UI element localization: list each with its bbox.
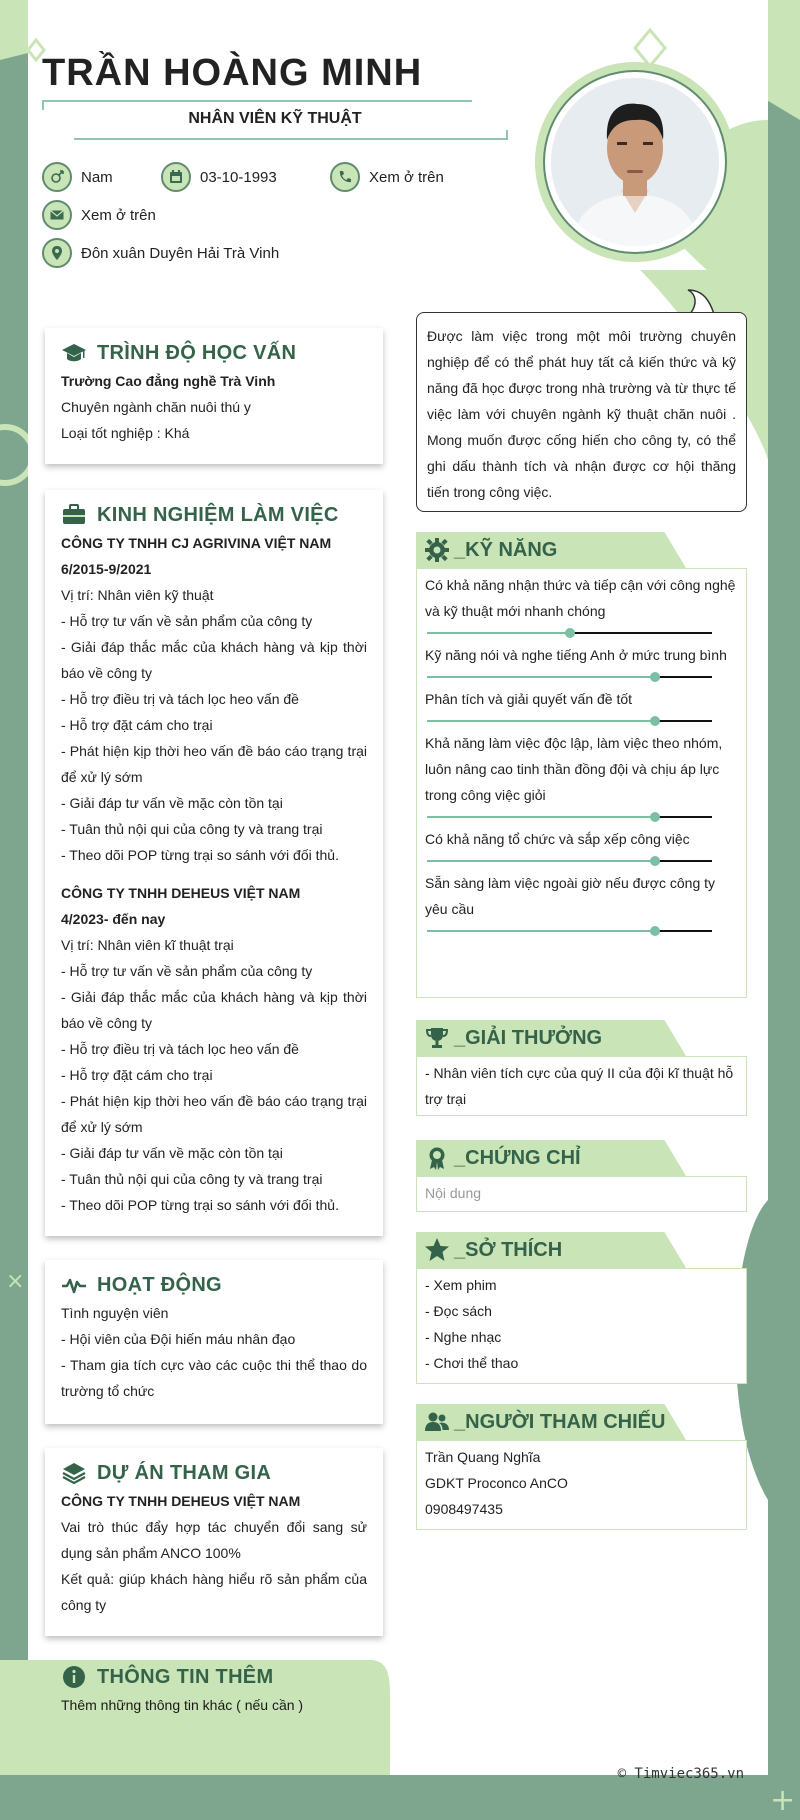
education-title: TRÌNH ĐỘ HỌC VẤN [97, 342, 297, 364]
job-company: CÔNG TY TNHH DEHEUS VIỆT NAM [61, 885, 301, 901]
awards-title: _GIẢI THƯỞNG [454, 1026, 603, 1049]
skill-label: Kỹ năng nói và nghe tiếng Anh ở mức trung bình [425, 647, 727, 663]
skill-label: Phân tích và giải quyết vấn đề tốt [425, 691, 633, 707]
location-pin-icon [42, 238, 72, 268]
job-duty: - Hỗ trợ tư vấn về sản phẩm của công ty [61, 963, 313, 979]
extra-info-section [45, 1664, 383, 1718]
skill-fill [427, 860, 655, 862]
reference-position: GDKT Proconco AnCO [425, 1475, 568, 1491]
projects-title: DỰ ÁN THAM GIA [97, 1462, 272, 1484]
skill-label: Có khả năng nhận thức và tiếp cận với công nghệ và kỹ thuật mới nhanh chóng [425, 577, 736, 619]
job-duty: - Tuân thủ nội qui của công ty và trang trại [61, 821, 323, 837]
trophy-icon [424, 1025, 450, 1051]
job-duty: - Giải đáp tư vấn về mặc còn tồn tại [61, 795, 283, 811]
activity-line: Tình nguyện viên [61, 1305, 169, 1321]
skill-fill [427, 816, 655, 818]
title-divider-tick [506, 130, 508, 140]
activities-title: HOẠT ĐỘNG [97, 1274, 222, 1296]
graduation-grade: Loại tốt nghiệp : Khá [61, 425, 190, 441]
skill-slider [427, 676, 712, 678]
activity-line: - Tham gia tích cực vào các cuộc thi thể thao do trường tổ chức [61, 1357, 367, 1399]
phone-icon [330, 162, 360, 192]
skill-slider [427, 816, 712, 818]
phone-value: Xem ở trên [369, 168, 444, 186]
job-duty: - Hỗ trợ điều trị và tách lọc heo vấn đề [61, 691, 299, 707]
contact-address [42, 238, 279, 268]
calendar-icon [161, 162, 191, 192]
extra-info-text: Thêm những thông tin khác ( nếu cần ) [61, 1697, 304, 1713]
job-duty: - Theo dõi POP từng trại so sánh với đối thủ. [61, 847, 339, 863]
skill-knob [650, 812, 660, 822]
email-value: Xem ở trên [81, 206, 156, 224]
skill-label: Khả năng làm việc độc lập, làm việc theo nhóm, luôn nâng cao tinh thần đồng đội và chịu áp lực trong công việc giỏi [425, 735, 723, 803]
skill-item [425, 730, 738, 826]
skill-label: Có khả năng tổ chức và sắp xếp công việc [425, 831, 690, 847]
hobby-item: - Xem phim [425, 1277, 497, 1293]
address-value: Đôn xuân Duyên Hải Trà Vinh [81, 244, 280, 262]
hobbies-header [416, 1232, 686, 1268]
certificates-box [416, 1176, 747, 1212]
briefcase-icon [61, 502, 87, 528]
skill-fill [427, 930, 655, 932]
layers-icon [61, 1460, 87, 1486]
activity-line: - Hội viên của Đội hiến máu nhân đạo [61, 1331, 296, 1347]
skill-item [425, 870, 738, 940]
activities-section [45, 1260, 383, 1424]
hobby-item: - Chơi thể thao [425, 1355, 519, 1371]
experience-section [45, 490, 383, 1236]
project-company: CÔNG TY TNHH DEHEUS VIỆT NAM [61, 1493, 301, 1509]
contact-email [42, 200, 156, 230]
awards-header [416, 1020, 686, 1056]
email-icon [42, 200, 72, 230]
job-duty: - Tuân thủ nội qui của công ty và trang trại [61, 1171, 323, 1187]
skill-item [425, 686, 738, 730]
job-position: Vị trí: Nhân viên kĩ thuật trại [61, 937, 234, 953]
major: Chuyên ngành chăn nuôi thú y [61, 399, 251, 415]
skill-slider [427, 860, 712, 862]
gender-icon [42, 162, 72, 192]
projects-section [45, 1448, 383, 1636]
title-divider-tick [42, 100, 44, 110]
svg-text:+: + [770, 1783, 796, 1818]
job-title: NHÂN VIÊN KỸ THUẬT [188, 110, 362, 127]
job-duty: - Giải đáp thắc mắc của khách hàng và kịp thời báo về công ty [61, 989, 367, 1031]
job-duty: - Hỗ trợ điều trị và tách lọc heo vấn đề [61, 1041, 299, 1057]
job-duty: - Phát hiện kịp thời heo vấn đề báo cáo trạng trại để xử lý sớm [61, 1093, 367, 1135]
skills-list [416, 568, 747, 998]
project-role: Vai trò thúc đẩy hợp tác chuyển đổi sang sử dụng sản phẩm ANCO 100% [61, 1519, 367, 1561]
references-title: _NGƯỜI THAM CHIẾU [454, 1410, 666, 1433]
birthday-value: 03-10-1993 [200, 168, 277, 186]
job-entry [61, 880, 367, 1218]
job-duty: - Hỗ trợ đặt cám cho trại [61, 1067, 213, 1083]
project-result: Kết quả: giúp khách hàng hiểu rõ sản phẩm của công ty [61, 1571, 367, 1613]
skill-knob [650, 716, 660, 726]
certificates-placeholder: Nội dung [425, 1185, 482, 1201]
gender-value: Nam [81, 168, 113, 186]
references-header [416, 1404, 686, 1440]
profile-photo [551, 78, 719, 246]
references-box [416, 1440, 747, 1530]
skill-knob [650, 856, 660, 866]
skill-knob [650, 926, 660, 936]
contact-birthday [161, 162, 277, 192]
title-divider [74, 138, 508, 140]
skill-fill [427, 676, 655, 678]
hobbies-title: _SỞ THÍCH [454, 1238, 563, 1261]
job-duty: - Hỗ trợ tư vấn về sản phẩm của công ty [61, 613, 313, 629]
certificate-icon [424, 1145, 450, 1171]
job-period: 6/2015-9/2021 [61, 561, 152, 577]
skill-slider [427, 930, 712, 932]
title-divider [42, 100, 472, 102]
reference-phone: 0908497435 [425, 1501, 503, 1517]
skill-item [425, 572, 738, 642]
job-duty: - Giải đáp tư vấn về mặc còn tồn tại [61, 1145, 283, 1161]
gear-icon [424, 537, 450, 563]
education-section [45, 328, 383, 464]
certificates-header [416, 1140, 686, 1176]
contact-gender [42, 162, 113, 192]
extra-info-title: THÔNG TIN THÊM [97, 1666, 274, 1688]
candidate-name: TRẦN HOÀNG MINH [42, 52, 423, 94]
skills-header [416, 532, 686, 568]
info-icon [61, 1664, 87, 1690]
skill-slider [427, 632, 712, 634]
people-icon [424, 1409, 450, 1435]
star-icon [424, 1237, 450, 1263]
awards-box [416, 1056, 747, 1116]
job-period: 4/2023- đến nay [61, 911, 166, 927]
job-entry [61, 530, 367, 868]
svg-text:×: × [6, 1269, 25, 1294]
contact-phone [330, 162, 444, 192]
award-text: - Nhân viên tích cực của quý II của đội kĩ thuật hỗ trợ trại [425, 1065, 734, 1107]
skill-label: Sẵn sàng làm việc ngoài giờ nếu được công ty yêu cầu [425, 875, 716, 917]
hobbies-box [416, 1268, 747, 1384]
job-duty: - Phát hiện kịp thời heo vấn đề báo cáo trạng trại để xử lý sớm [61, 743, 367, 785]
certificates-title: _CHỨNG CHỈ [454, 1146, 581, 1169]
job-duty: - Giải đáp thắc mắc của khách hàng và kịp thời báo về công ty [61, 639, 367, 681]
skill-item [425, 642, 738, 686]
job-duty: - Hỗ trợ đặt cám cho trại [61, 717, 213, 733]
skill-item [425, 826, 738, 870]
hobby-item: - Nghe nhạc [425, 1329, 502, 1345]
skill-knob [565, 628, 575, 638]
graduation-cap-icon [61, 340, 87, 366]
school-name: Trường Cao đẳng nghề Trà Vinh [61, 373, 276, 389]
skill-slider [427, 720, 712, 722]
skill-fill [427, 720, 655, 722]
pulse-icon [61, 1272, 87, 1298]
avatar [551, 78, 719, 246]
job-company: CÔNG TY TNHH CJ AGRIVINA VIỆT NAM [61, 535, 332, 551]
job-position: Vị trí: Nhân viên kỹ thuật [61, 587, 214, 603]
hobby-item: - Đọc sách [425, 1303, 492, 1319]
reference-name: Trần Quang Nghĩa [425, 1449, 541, 1465]
job-duty: - Theo dõi POP từng trại so sánh với đối thủ. [61, 1197, 339, 1213]
skill-knob [650, 672, 660, 682]
skills-title: _KỸ NĂNG [454, 538, 558, 561]
career-objective: Được làm việc trong một môi trường chuyên nghiệp để có thể phát huy tất cả kiến thức và kỹ năng đã học được trong nhà trường và từ thực tế việc làm với chuyên ngành kỹ thuật chăn nuôi . Mong muốn được cống hiến cho công ty, có thể ghi dấu thành tích và nhận được cơ hội thăng tiến trong công việc. [416, 312, 747, 512]
experience-title: KINH NGHIỆM LÀM VIỆC [97, 504, 339, 526]
footer-watermark: © Timviec365.vn [617, 1766, 744, 1782]
skill-fill [427, 632, 570, 634]
